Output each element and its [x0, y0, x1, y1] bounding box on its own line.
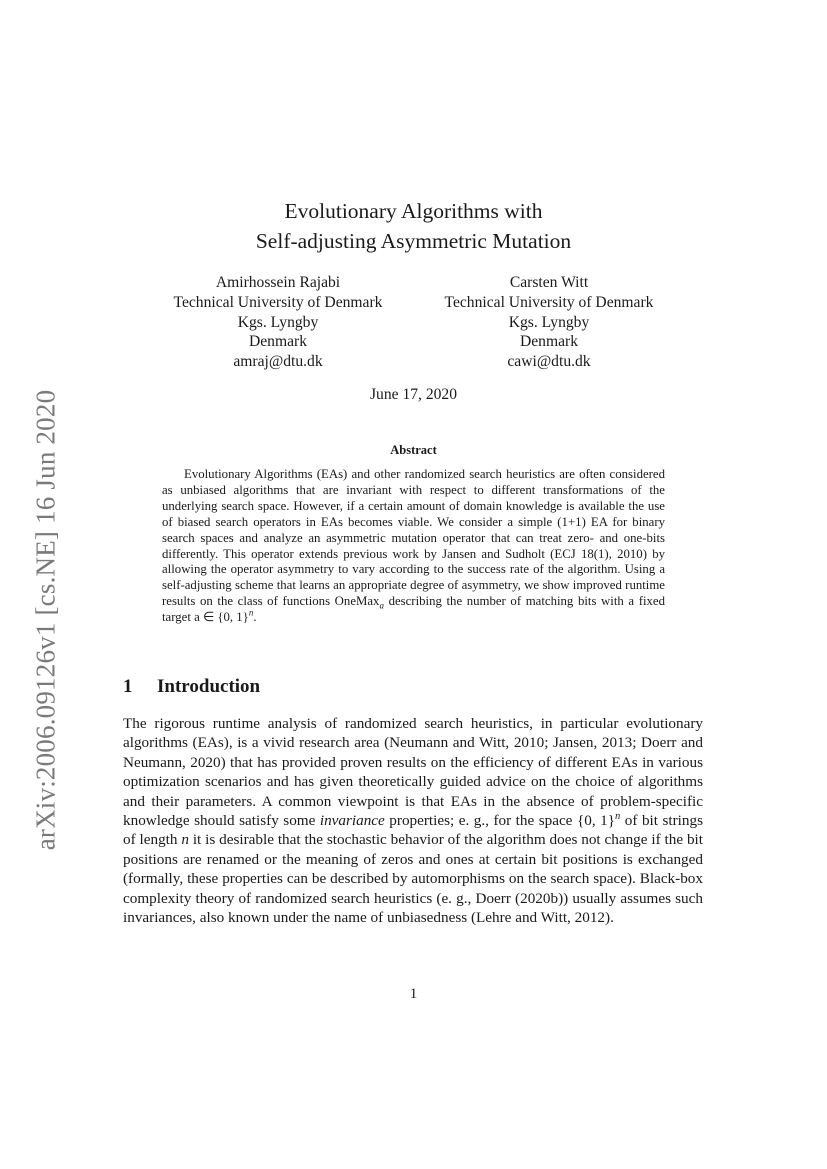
author-affiliation: Technical University of Denmark: [444, 293, 654, 311]
intro-italic-term: invariance: [319, 812, 385, 830]
arxiv-identifier-stamp: arXiv:2006.09126v1 [cs.NE] 16 Jun 2020: [30, 389, 61, 851]
author-country: Denmark: [519, 333, 579, 351]
abstract-math-superscript: n: [248, 607, 254, 618]
abstract-mid-text: describing the number of matching bits with a fixed target: [162, 594, 665, 625]
intro-text-3: of bit strings of length: [123, 812, 703, 849]
intro-math-superscript: n: [615, 810, 621, 822]
abstract-heading: Abstract: [390, 443, 437, 457]
author-email: cawi@dtu.dk: [507, 353, 591, 371]
author-affiliation: Technical University of Denmark: [173, 293, 383, 311]
abstract-text: [162, 467, 665, 626]
paper-title: [0, 196, 827, 256]
author-country: Denmark: [248, 333, 308, 351]
author-name: Carsten Witt: [509, 274, 589, 291]
paper-date: June 17, 2020: [369, 386, 458, 403]
title-line-1: Evolutionary Algorithms with: [284, 199, 543, 223]
intro-text-2: properties; e. g., for the space: [384, 812, 577, 830]
author-name: Amirhossein Rajabi: [215, 274, 341, 291]
author-block-1: [160, 273, 396, 372]
page-number: 1: [409, 986, 418, 1002]
section-heading: [123, 676, 260, 698]
intro-text-1: The rigorous runtime analysis of randomized search heuristics, in particular evolutionary algorithms (EAs), is a vivid research area (Neumann and Witt, 2010; Jansen, 2013; Doerr and Neumann, 2020) that has provided proven results on the efficiency of different EAs in various optimization scenarios and has given theoretically guided advice on the choice of algorithms and their parameters. A common viewpoint is that EAs in the absence of problem-specific knowledge should satisfy some: [123, 715, 703, 830]
onemax-subscript: a: [379, 600, 384, 611]
intro-math-variable: n: [181, 831, 189, 849]
section-number: 1: [123, 676, 133, 697]
abstract-end-text: .: [253, 610, 257, 625]
author-block-2: [431, 273, 667, 372]
abstract-math-target: a ∈ {0, 1}: [194, 610, 249, 625]
intro-text-4: it is desirable that the stochastic behavior of the algorithm does not change if the bit positions are renamed or the meaning of zeros and ones at certain bit positions is exchanged (formally, these properties can be described by automorphisms on the search space). Black-box complexity theory of randomized search heuristics (e. g., Doerr (2020b)) usually assumes such invariances, also known under the name of unbiasedness (Lehre and Witt, 2012).: [123, 831, 703, 927]
introduction-paragraph: [123, 714, 703, 927]
abstract-main-text: Evolutionary Algorithms (EAs) and other randomized search heuristics are often considered as unbiased algorithms that are invariant with respect to different transformations of the underlying search space. However, if a certain amount of domain knowledge is available the use of biased search operators in EAs becomes viable. We consider a simple (1+1) EA for binary search spaces and analyze an asymmetric mutation operator that can treat zero- and one-bits differently. This operator extends previous work by Jansen and Sudholt (ECJ 18(1), 2010) by allowing the operator asymmetry to vary according to the success rate of the algorithm. Using a self-adjusting scheme that learns an appropriate degree of asymmetry, we show improved runtime results on the class of functions OneMax: [162, 467, 665, 609]
section-title: Introduction: [157, 676, 261, 697]
author-email: amraj@dtu.dk: [233, 353, 323, 371]
intro-math-space: {0, 1}: [576, 812, 615, 830]
author-city: Kgs. Lyngby: [508, 313, 590, 331]
author-city: Kgs. Lyngby: [237, 313, 319, 331]
title-line-2: Self-adjusting Asymmetric Mutation: [255, 229, 572, 253]
